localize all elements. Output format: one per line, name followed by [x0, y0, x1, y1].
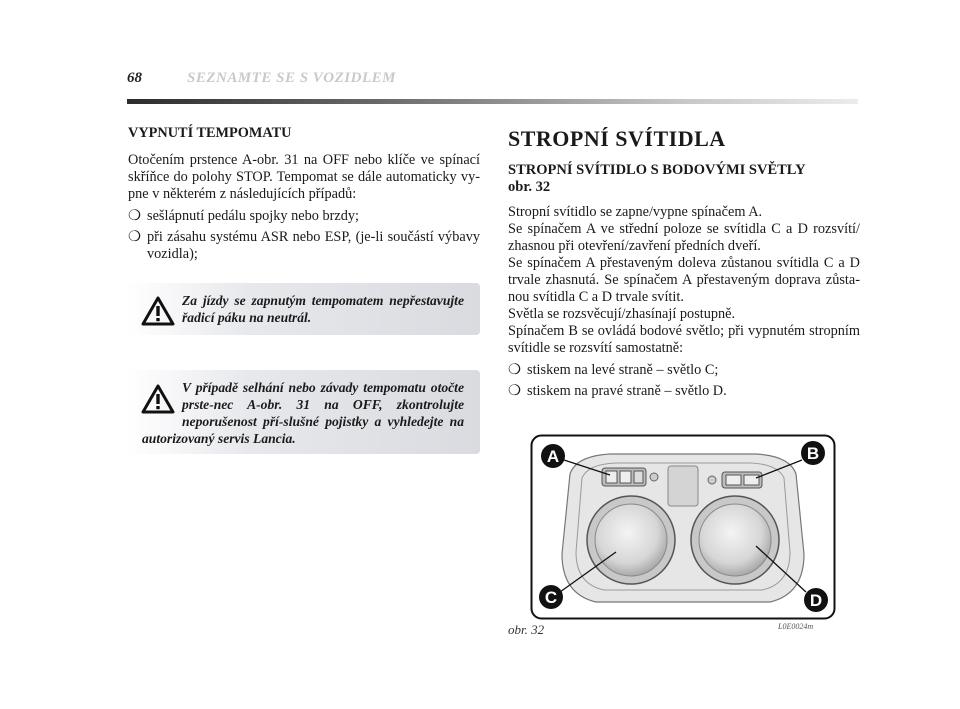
list-item-text: stiskem na levé straně – světlo C; [527, 362, 719, 378]
figure-reference: obr. 32 [508, 179, 551, 195]
list-item-text: stiskem na pravé straně – světlo D. [527, 383, 727, 399]
ceiling-lights-subheading [508, 162, 860, 196]
list-item-text: sešlápnutí pedálu spojky nebo brzdy; [147, 208, 360, 224]
label-d-text: D [809, 591, 823, 610]
ceiling-lights-heading: STROPNÍ SVÍTIDLA [508, 126, 726, 151]
ceiling-light-figure [530, 434, 836, 620]
list-item-text: při zásahu systému ASR nebo ESP, (je-li součástí výbavy vozidla); [147, 229, 480, 262]
label-d [804, 588, 828, 612]
figure-caption: obr. 32 [508, 622, 545, 637]
cruise-off-heading: VYPNUTÍ TEMPOMATU [128, 125, 292, 141]
bullet-circle-icon: ❍ [508, 362, 521, 378]
label-c [539, 585, 563, 609]
subheading-line: STROPNÍ SVÍTIDLO S BODOVÝMI SVĚTLY [508, 162, 806, 178]
warning-box-failure [127, 370, 480, 454]
left-column [128, 125, 480, 267]
list-item [128, 229, 480, 263]
section-title: SEZNAMTE SE S VOZIDLEM [187, 70, 396, 86]
header-divider [127, 99, 858, 104]
list-item [508, 383, 860, 400]
icon-spacer [142, 379, 182, 415]
label-b [801, 441, 825, 465]
warning-text: V případě selhání nebo závady tempomatu otočte prste-nec A-obr. 31 na OFF, zkontrolujte neporušenost pří-slušné pojistky a vyhledejte na autorizovaný servis Lancia. [142, 380, 464, 446]
light-c-inner [595, 504, 667, 576]
center-window [668, 466, 698, 506]
page-number: 68 [127, 70, 142, 86]
label-c-text: C [544, 588, 558, 607]
label-a [541, 444, 565, 468]
warning-text-wrap [142, 379, 464, 447]
warning-text: Za jízdy se zapnutým tempomatem nepřestavujte řadicí páku na neutrál. [182, 293, 464, 325]
label-b-text: B [806, 444, 820, 463]
light-d-inner [699, 504, 771, 576]
cruise-off-intro: Otočením prstence A-obr. 31 na OFF nebo klíče ve spínací skříňce do polohy STOP. Tempomat se dále automaticky vy-pne v některém z následujících případů: [128, 152, 480, 202]
bullet-circle-icon: ❍ [508, 383, 521, 399]
page-header [127, 70, 396, 87]
bullet-circle-icon: ❍ [128, 208, 141, 224]
warning-box-neutral [127, 283, 480, 335]
list-item [128, 208, 480, 225]
list-item [508, 362, 860, 379]
figure-code: L0E0024m [778, 622, 814, 631]
label-a-text: A [546, 447, 560, 466]
right-column [508, 125, 860, 404]
bullet-circle-icon: ❍ [128, 229, 141, 245]
ceiling-lights-text: Stropní svítidlo se zapne/vypne spínačem A. Se spínačem A ve střední poloze se svítidla C a D rozsvítí/ zhasnou při otevření/zavření předních dveří. Se spínačem A přestaveným doleva zůstanou svítidla C a D trvale zhasnutá. Se spínačem A přestaveným doprava zůsta-nou svítidla C a D trvale svítit. Světla se rozsvěcují/zhasínají postupně. Spínačem B se ovládá bodové světlo; při vypnutém stropním svítidle se rozsvítí samostatně: [508, 204, 860, 356]
